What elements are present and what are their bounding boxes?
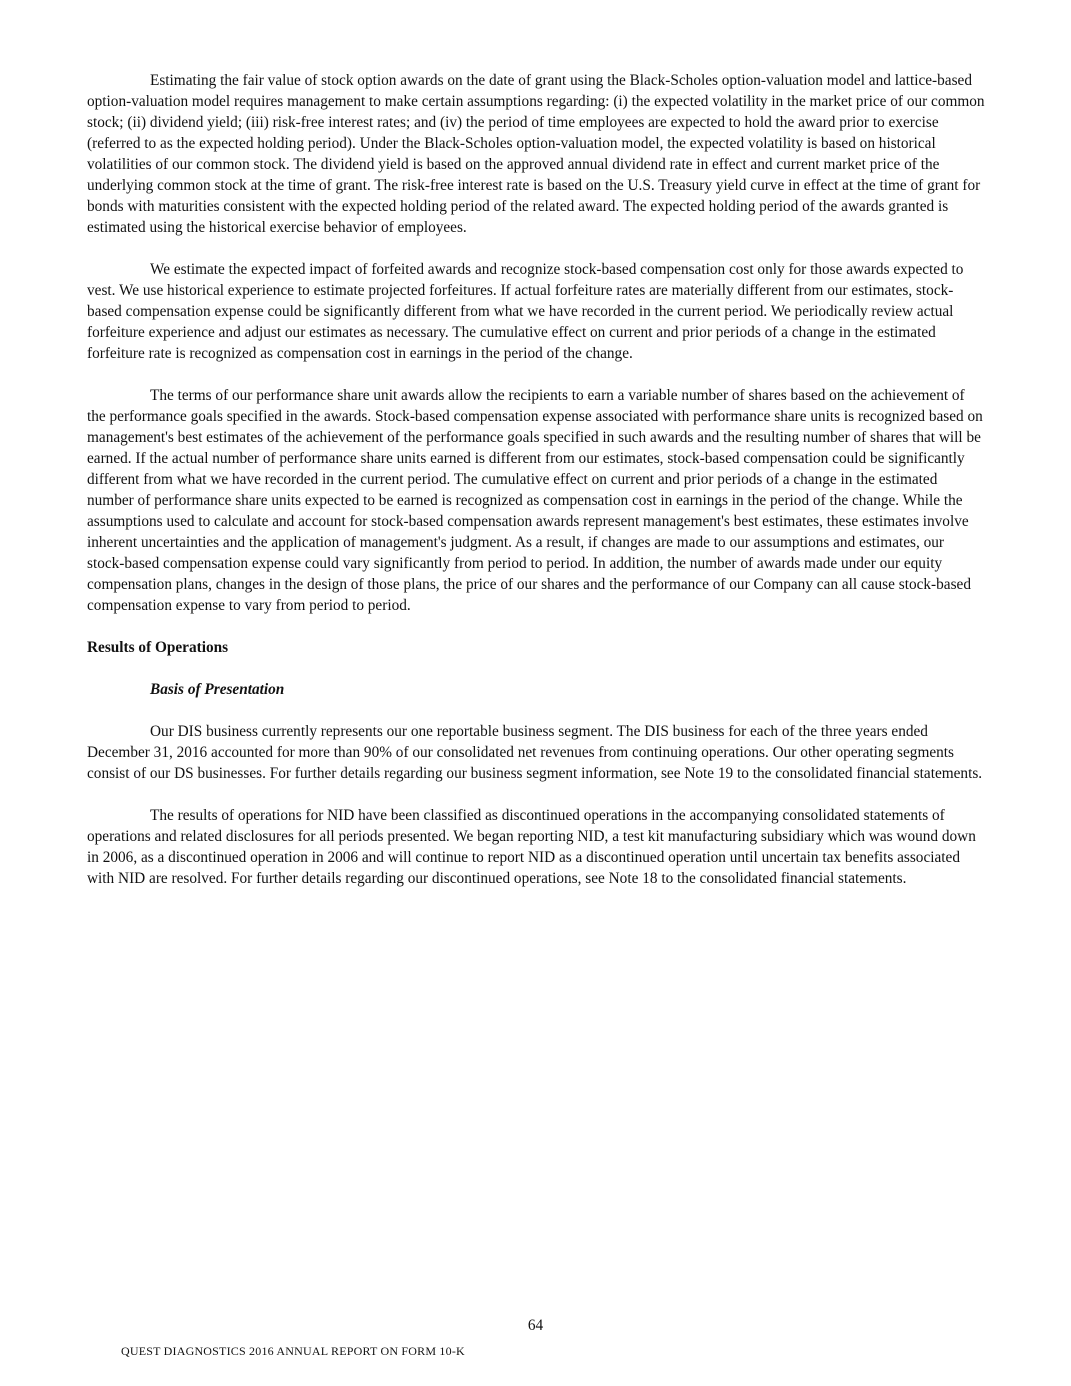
paragraph-stock-option-valuation: Estimating the fair value of stock option awards on the date of grant using the Black-Scholes option-valuation model and lattice-based option-valuation model requires management to make certain assumptions regarding: (i) the expected volatility in the market price of our common stock; (ii) dividend yield; (iii) risk-free interest rates; and (iv) the period of time employees are expected to hold the award prior to exercise (referred to as the expected holding period). Under the Black-Scholes option-valuation model, the expected volatility is based on historical volatilities of our common stock. The dividend yield is based on the approved annual dividend rate in effect and current market price of the underlying common stock at the time of grant. The risk-free interest rate is based on the U.S. Treasury yield curve in effect at the time of grant for bonds with maturities consistent with the expected holding period of the related award. The expected holding period of the awards granted is estimated using the historical exercise behavior of employees. xyxy=(87,72,985,236)
page-number: 64 xyxy=(527,1317,544,1334)
paragraph-forfeited-awards: We estimate the expected impact of forfeited awards and recognize stock-based compensation cost only for those awards expected to vest. We use historical experience to estimate projected forfeitures. If actual forfeiture rates are materially different from our estimates, stock-based compensation expense could be significantly different from what we have recorded in the current period. We periodically review actual forfeiture experience and adjust our estimates as necessary. The cumulative effect on current and prior periods of a change in the estimated forfeiture rate is recognized as compensation cost in earnings in the period of the change. xyxy=(87,261,964,362)
paragraph-performance-share-units: The terms of our performance share unit awards allow the recipients to earn a variable number of shares based on the achievement of the performance goals specified in the awards. Stock-based compensation expense associated with performance share units is recognized based on management's best estimates of the achievement of the performance goals specified in such awards and the resulting number of shares that will be earned. If the actual number of performance share units earned is different from our estimates, stock-based compensation could be significantly different from what we have recorded in the current period. The cumulative effect on current and prior periods of a change in the estimated number of performance share units expected to be earned is recognized as compensation cost in earnings in the period of the change. While the assumptions used to calculate and account for stock-based compensation awards represent management's best estimates, these estimates involve inherent uncertainties and the application of management's judgment. As a result, if changes are made to our assumptions and estimates, our stock-based compensation expense could vary significantly from period to period. In addition, the number of awards made under our equity compensation plans, changes in the design of those plans, the price of our shares and the performance of our Company can all cause stock-based compensation expense to vary from period to period. xyxy=(87,387,983,614)
document-body xyxy=(87,70,985,889)
report-footer: QUEST DIAGNOSTICS 2016 ANNUAL REPORT ON FORM 10-K xyxy=(121,1344,465,1358)
paragraph-discontinued-operations: The results of operations for NID have been classified as discontinued operations in the accompanying consolidated statements of operations and related disclosures for all periods presented. We began reporting NID, a test kit manufacturing subsidiary which was wound down in 2006, as a discontinued operation in 2006 and will continue to report NID as a discontinued operation until uncertain tax benefits associated with NID are resolved. For further details regarding our discontinued operations, see Note 18 to the consolidated financial statements. xyxy=(87,807,976,887)
subsection-heading-basis-of-presentation: Basis of Presentation xyxy=(150,681,285,698)
section-heading-results-of-operations: Results of Operations xyxy=(87,639,229,656)
paragraph-business-segment: Our DIS business currently represents our one reportable business segment. The DIS business for each of the three years ended December 31, 2016 accounted for more than 90% of our consolidated net revenues from continuing operations. Our other operating segments consist of our DS businesses. For further details regarding our business segment information, see Note 19 to the consolidated financial statements. xyxy=(87,723,983,782)
